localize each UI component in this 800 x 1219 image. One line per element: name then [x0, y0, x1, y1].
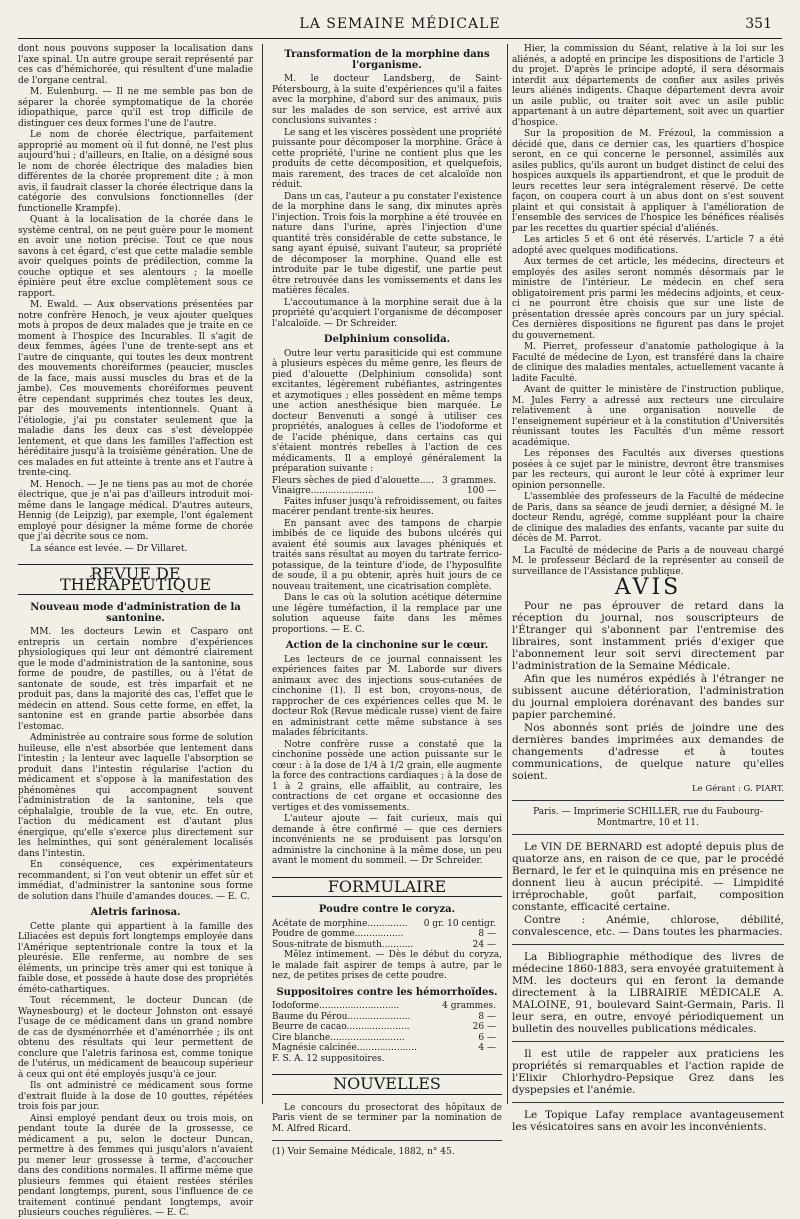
news-item: Les articles 5 et 6 ont été réservés. L'article 7 a été adopté avec quelques modifications. [512, 235, 784, 256]
paragraph: Faites infuser jusqu'à refroidissement, ou faites macérer pendant trente-six heures. [272, 496, 502, 517]
amount: 4 grammes. [442, 1001, 496, 1011]
paragraph: Mêlez intimement. — Dès le début du coryza, le malade fait aspirer de temps à autre, par le nez, de petites prises de cette poudre. [272, 950, 502, 981]
paragraph: M. le docteur Landsberg, de Saint-Pétersbourg, à la suite d'expériences qu'il a faites avec la morphine, d'abord sur des animaux, puis sur les malades de son service, est arrivé aux conclusions suivantes : [272, 74, 502, 126]
news-item: Avant de quitter le ministère de l'instruction publique, M. Jules Ferry a adressé aux recteurs une circulaire relativement à une organisation nouvelle de l'enseignement supérieur et à la constitution d'Universités réunissant toutes les Facultés d'un même ressort académique. [512, 385, 784, 448]
recipe-row [272, 1043, 502, 1054]
article-heading: Poudre contre le coryza. [318, 904, 456, 915]
recipe-row [272, 476, 502, 487]
recipe-row [272, 940, 502, 951]
column-2 [272, 44, 502, 1157]
column-divider [262, 44, 263, 1104]
column-divider [507, 44, 508, 1104]
suppository-table [272, 1001, 502, 1054]
divider [512, 834, 784, 835]
paragraph: Dans le cas où la solution acétique détermine une légère tuméfaction, il la remplace par une solution aqueuse faite dans les mêmes proportions. — E. C. [272, 593, 502, 635]
article-heading: Action de la cinchonine sur le cœur. [285, 640, 489, 651]
paragraph: En pansant avec des tampons de charpie imbibés de ce liquide des bubons ulcérés qui avaient été soumis aux lavages phéniqués et traités sans résultat au moyen du tartrate ferrico-potassique, de la teinture d'iode, de l'hyposulfite de soude, il a pu obtenir, après huit jours de ce nouveau traitement, une cicatrisation complète. [272, 518, 502, 592]
paragraph: Cette plante qui appartient à la famille des Liliacées est depuis fort longtemps employée dans l'Amérique septentrionale contre la toux et la pleurésie. Elle renferme, au nombre de ses éléments, un principe très amer qui est tonique à faible dose, et possède à haute dose des propriétés éméto-cathartiques. [18, 921, 253, 995]
news-item: Hier, la commission du Séant, relative à la loi sur les aliénés, a adopté en principe les dispositions de l'article 3 du projet. D'après le principe adopté, il sera désormais interdit aux départements de confier aux asiles privés leurs aliénés indigents. Chaque département devra avoir un asile public, ou traiter soit avec un asile public appartenant à un autre département, soit avec un quartier d'hospice. [512, 44, 784, 128]
news-item: La Faculté de médecine de Paris a de nouveau chargé M. le professeur Béclard de la représenter au conseil de surveillance de l'Assistance publique. [512, 545, 784, 577]
article-heading: Nouveau mode d'administration de la santonine. [30, 602, 241, 624]
article-heading: Transformation de la morphine dans l'organisme. [284, 49, 490, 71]
paragraph: Quant à la localisation de la chorée dans le système central, on ne peut guère pour le moment en avoir une notion précise. Tout ce que nous savons à cet égard, c'est que cette maladie semble avoir quelques points de prédilection, comme la couche optique et ses alentours ; la moelle épinière peut être exclue complètement sous ce rapport. [18, 215, 253, 299]
recipe-row [272, 929, 502, 940]
recipe-row [272, 919, 502, 930]
page-number: 351 [745, 16, 772, 32]
notice-paragraph: Afin que les numéros expédiés à l'étranger ne subissent aucune détérioration, l'administration du journal emploiera dorénavant des bandes sur papier parcheminé. [512, 672, 784, 721]
recipe-row [272, 1012, 502, 1023]
recipe-table [272, 476, 502, 497]
notice-paragraph: Pour ne pas éprouver de retard dans la réception du journal, nos souscripteurs de l'Étranger qui s'abonnent par l'entremise des libraires, sont instamment priés d'exiger que l'abonnement leur soit servi directement par l'administration de la Semaine Médicale. [512, 599, 784, 672]
journal-title: LA SEMAINE MÉDICALE [299, 16, 501, 32]
advertisement: Le Topique Lafay remplace avantageusement les vésicatoires sans en avoir les inconvénients. [512, 1109, 784, 1133]
ingredient: Baume du Pérou...................... [272, 1011, 411, 1022]
recipe-row [272, 1022, 502, 1033]
printer-line: Paris. — Imprimerie SCHILLER, rue du Faubourg-Montmartre, 10 et 11. [533, 807, 763, 828]
ingredient: Vinaigre...................... [272, 486, 374, 496]
footnote: (1) Voir Semaine Médicale, 1882, n° 45. [272, 1147, 455, 1157]
footnote-rule [272, 1140, 502, 1141]
paragraph: Outre leur vertu parasiticide qui est commune à plusieurs espèces du même genre, les fleurs de pied d'alouette (Delphinium consolida) sont excitantes, légèrement rubéfiantes, astringentes et azymotiques ; elles possèdent en même temps une action anesthésique bien marquée. Le docteur Benvenuti a songé à utiliser ces propriétés, analogues à celles de l'iodoforme et de l'acide phénique, dans certains cas qui s'étaient montrés rebelles à l'action de ces médicaments. Il a employé généralement la préparation suivante : [272, 348, 502, 474]
divider [512, 800, 784, 801]
ingredient: Magnésie calcinée..................... [272, 1043, 417, 1053]
paragraph: L'auteur ajoute — fait curieux, mais qui demande à être confirmé — que ces derniers inconvénients ne se produisent pas lorsqu'on administre la cinchonine à la même dose, un peu avant le moment du sommeil. — Dr Schreider. [272, 814, 502, 866]
amount: 3 grammes. [442, 475, 496, 486]
paragraph: En conséquence, ces expérimentateurs recommandent, si l'on veut obtenir un effet sûr et immédiat, d'administrer la santonine sous forme de solution dans l'huile d'amandes douces. — E. C. [18, 860, 253, 902]
news-item: M. Pierret, professeur d'anatomie pathologique à la Faculté de médecine de Lyon, est transféré dans la chaire de clinique des maladies mentales, actuellement vacante à ladite Faculté. [512, 342, 784, 384]
paragraph: Ainsi employé pendant deux ou trois mois, on pendant toute la durée de la grossesse, ce médicament a pu, selon le docteur Duncan, permettre à des femmes qui jusqu'alors n'avaient pu mener leur grossesse à terme, d'accoucher dans des conditions normales. Il affirme même que plusieurs femmes qui étaient restées stériles pendant longtemps, purent, sous l'influence de ce traitement continué pendant longtemps, avoir plusieurs couches régulières. — E. C. [18, 1113, 253, 1218]
section-title: NOUVELLES [272, 1074, 502, 1095]
paragraph: Le nom de chorée électrique, parfaitement approprié au moment où il fut donné, ne l'est plus aujourd'hui ; d'ailleurs, en Italie, on a désigné sous le nom de chorée électrique des maladies bien différentes de la chorée proprement dite ; à mon avis, il faudrait classer la chorée électrique dans la catégorie des convulsions fonctionnelles (der functionelle Krampfe). [18, 130, 253, 214]
paragraph: MM. les docteurs Lewin et Casparo ont entrepris un certain nombre d'expériences physiologiques qui leur ont démontré clairement que le mode d'administration de la santonine, sous forme de poudre, de pastilles, ou à l'état de santonate de soude, est très imparfait et ne produit pas, dans la majorité des cas, l'effet que le médecin en attend. Sous cette forme, en effet, la santonine est en grande partie absorbée dans l'estomac. [18, 627, 253, 732]
divider [512, 1102, 784, 1103]
paragraph: Les lecteurs de ce journal connaissent les expériences faites par M. Laborde sur divers animaux avec des injections sous-cutanées de cinchonine (1). Il est bon, croyons-nous, de rapprocher de ces expériences celles que M. le docteur Rok (Revue médicale russe) vient de faire en administrant cette même substance à ses malades fébricitants. [272, 654, 502, 738]
advertisement: Il est utile de rappeler aux praticiens les propriétés si remarquables et l'action rapide de l'Elixir Chlorhydro-Pepsique Grez dans les dyspepsies et l'anémie. [512, 1048, 784, 1096]
ingredient: Acétate de morphine.............. [272, 918, 408, 929]
amount: 8 — [478, 929, 496, 939]
notice-paragraph: Nos abonnés sont priés de joindre une des dernières bandes imprimées aux demandes de changements d'adresse et à toutes communications, de quelque nature qu'elles soient. [512, 721, 784, 782]
avis-title: AVIS [614, 575, 682, 600]
ingredient: Fleurs sèches de pied d'alouette..... [272, 475, 435, 486]
ingredient: Beurre de cacao...................... [272, 1022, 410, 1032]
advertisement: Contre : Anémie, chlorose, débilité, convalescence, etc. — Dans toutes les pharmacies. [512, 914, 784, 938]
paragraph: Dans un cas, l'auteur a pu constater l'existence de la morphine dans le sang, dix minutes après l'injection. Trois fois la morphine a été trouvée en nature dans l'urine, après l'injection d'une quantité très considérable de cette substance, le sang ayant épuisé, suivant l'auteur, sa propriété de décomposer la morphine. Quand elle est introduite par le tube digestif, une partie peut être retrouvée dans les vomissements et dans les matières fécales. [272, 191, 502, 296]
advertisement: La Bibliographie méthodique des livres de médecine 1860-1883, sera envoyée gratuitement à MM. les docteurs qui en feront la demande directement à la LIBRAIRIE MÉDICALE A. MALOINE, 91, boulevard Saint-Germain, Paris. Il leur sera, en outre, envoyé périodiquement un bulletin des nouvelles publications médicales. [512, 951, 784, 1035]
divider [512, 944, 784, 945]
article-heading: Suppositoires contre les hémorrhoïdes. [276, 986, 498, 998]
gerant-signature: Le Gérant : G. PIART. [692, 783, 784, 794]
news-item: Sur la proposition de M. Frézoul, la commission a décidé que, dans ce dernier cas, les quartiers d'hospice seront, en ce qui concerne le personnel, assimilés aux asiles publics, qu'ils auront un budget distinct de celui des hospices auxquels ils appartiendront, et que le produit de leurs recettes leur sera intégralement réservé. De cette façon, on coupera court à un abus dont on s'est souvent plaint et qui consistait à appliquer à l'amélioration de l'ensemble des services de l'hospice les bénéfices réalisés par les recettes du quartier spécial d'aliénés. [512, 129, 784, 234]
amount: 8 — [478, 1011, 496, 1022]
amount: 100 — [466, 486, 496, 496]
amount: 24 — [472, 939, 496, 950]
news-item: Les réponses des Facultés aux diverses questions posées à ce sujet par le ministre, devront être transmises par les recteurs, qui auront le leur côté à exprimer leur opinion personnelle. [512, 449, 784, 491]
recipe-row [272, 1033, 502, 1044]
article-heading: Delphinium consolida. [323, 334, 451, 345]
article-heading: Aletris farinosa. [90, 907, 181, 918]
recipe-row [272, 486, 502, 497]
column-3 [512, 44, 784, 1133]
recipe-row [272, 1001, 502, 1012]
news-item: Le concours du prosectorat des hôpitaux de Paris vient de se terminer par la nomination de M. Alfred Ricard. [272, 1102, 502, 1134]
paragraph: Tout récemment, le docteur Duncan (de Waynesbourg) et le docteur Johnston ont essayé l'usage de ce médicament dans un grand nombre de cas de dysménorrhée et d'aménorrhée ; ils ont obtenu des résultats qui leur permettent de conclure que l'aletris farinosa est, comme tonique de l'utérus, un médicament de beaucoup supérieur à ceux qui ont été employés jusqu'à ce jour. [18, 996, 253, 1080]
paragraph: Notre confrère russe a constaté que la cinchonine possède une action puissante sur le cœur : à la dose de 1/4 à 1/2 grain, elle augmente la force des contractions cardiaques ; à la dose de 1 à 2 grains, elle affaiblit, au contraire, les contractions de cet organe et occasionne des vertiges et des vomissements. [272, 739, 502, 813]
paragraph: Le sang et les viscères possèdent une propriété puissante pour décomposer la morphine. Grâce à cette propriété, l'urine ne contient plus que les produits de cette décomposition, et quelquefois, mais rarement, des traces de cet alcaloïde non réduit. [272, 127, 502, 190]
ingredient: Poudre de gomme................. [272, 929, 404, 939]
amount: 0 gr. 10 centigr. [423, 918, 496, 929]
paragraph: Ils ont administré ce médicament sous forme d'extrait fluide à la dose de 10 gouttes, répétées trois fois par jour. [18, 1081, 253, 1112]
paragraph: L'accoutumance à la morphine serait due à la propriété qu'acquiert l'organisme de décomposer l'alcaloïde. — Dr Schreider. [272, 297, 502, 329]
section-title: REVUE DE THÉRAPEUTIQUE [18, 564, 253, 595]
column-1 [18, 44, 253, 1218]
paragraph: M. Eulenburg. — Il ne me semble pas bon de séparer la chorée symptomatique de la chorée idiopathique, parce qu'il est trop difficile de distinguer ces deux formes l'une de l'autre. [18, 87, 253, 129]
paragraph: La séance est levée. — Dr Villaret. [30, 543, 188, 554]
header-rule [18, 38, 782, 39]
news-item: L'assemblée des professeurs de la Faculté de médecine de Paris, dans sa séance de jeudi dernier, a désigné M. le docteur Rendu, agrégé, comme suppléant pour la chaire de clinique des maladies des enfants, vacante par suite du décès de M. Parrot. [512, 492, 784, 544]
ingredient: Cire blanche.......................... [272, 1032, 405, 1043]
divider [512, 1041, 784, 1042]
section-title: FORMULAIRE [272, 877, 502, 898]
paragraph: F. S. A. 12 suppositoires. [272, 1053, 385, 1064]
paragraph: dont nous pouvons supposer la localisation dans l'axe spinal. Un autre groupe serait représenté par ces cas d'hémichorée, qui résultent d'une maladie de l'organe central. [18, 44, 253, 86]
paragraph: M. Ewald. — Aux observations présentées par notre confrère Henoch, je veux ajouter quelques mots à propos de deux malades que je traite en ce moment à l'hospice des Incurables. Il s'agit de deux femmes, âgées l'une de trente-sept ans et l'autre de cinquante, qui toutes les deux montrent des mouvements choréiformes (peaucier, muscles de la face, mais aussi muscles du bras et de la jambe). Ces mouvements choréiformes peuvent être cependant supprimés chez toutes les deux, par des mouvements intentionnels. Quant à l'étiologie, j'ai pu constater seulement que la maladie dans les deux cas s'est développée lentement, et que dans les familles l'affection est héréditaire jusqu'à la troisième génération. Une de ces malades en fut atteinte à trente ans et l'autre à trente-cinq. [18, 300, 253, 478]
advertisement: Le VIN DE BERNARD est adopté depuis plus de quatorze ans, en raison de ce que, par le procédé Bernard, le fer et le quinquina mis en présence ne donnent lieu à aucun précipité. — Limpidité irréprochable, goût parfait, composition constante, efficacité certaine. [512, 841, 784, 913]
amount: 4 — [478, 1043, 496, 1053]
powder-table [272, 919, 502, 951]
ingredient: Iodoforme............................ [272, 1001, 400, 1011]
amount: 6 — [478, 1032, 496, 1043]
paragraph: Administrée au contraire sous forme de solution huileuse, elle n'est absorbée que lentement dans l'intestin ; la lenteur avec laquelle l'absorption se produit dans l'intestin régularise l'action du médicament et s'oppose à la manifestation des phénomènes qui accompagnent souvent l'administration de la santonine, tels que céphalalgie, trouble de la vue, etc. En outre, l'action du médicament est d'autant plus énergique, qu'elle s'exerce plus directement sur les helminthes, qui sont généralement localisés dans l'intestin. [18, 733, 253, 859]
amount: 26 — [472, 1022, 496, 1032]
news-item: Aux termes de cet article, les médecins, directeurs et employés des asiles seront nommés désormais par le ministre de l'intérieur. Le médecin en chef sera obligatoirement pris parmi les médecins adjoints, et ceux-ci ne pourront être choisis que sur une liste de présentation dressée après concours par un jury spécial. Ces dernières dispositions ne figurent pas dans le projet du gouvernement. [512, 257, 784, 341]
ingredient: Sous-nitrate de bismuth........... [272, 939, 414, 950]
paragraph: M. Henoch. — Je ne tiens pas au mot de chorée électrique, que je n'ai pas d'ailleurs introduit moi-même dans le langage médical. D'autres auteurs, Hennig (de Leipzig), par exemple, l'ont également employé pour désigner la même forme de chorée que j'ai décrite sous ce nom. [18, 479, 253, 542]
page-header [0, 16, 800, 38]
